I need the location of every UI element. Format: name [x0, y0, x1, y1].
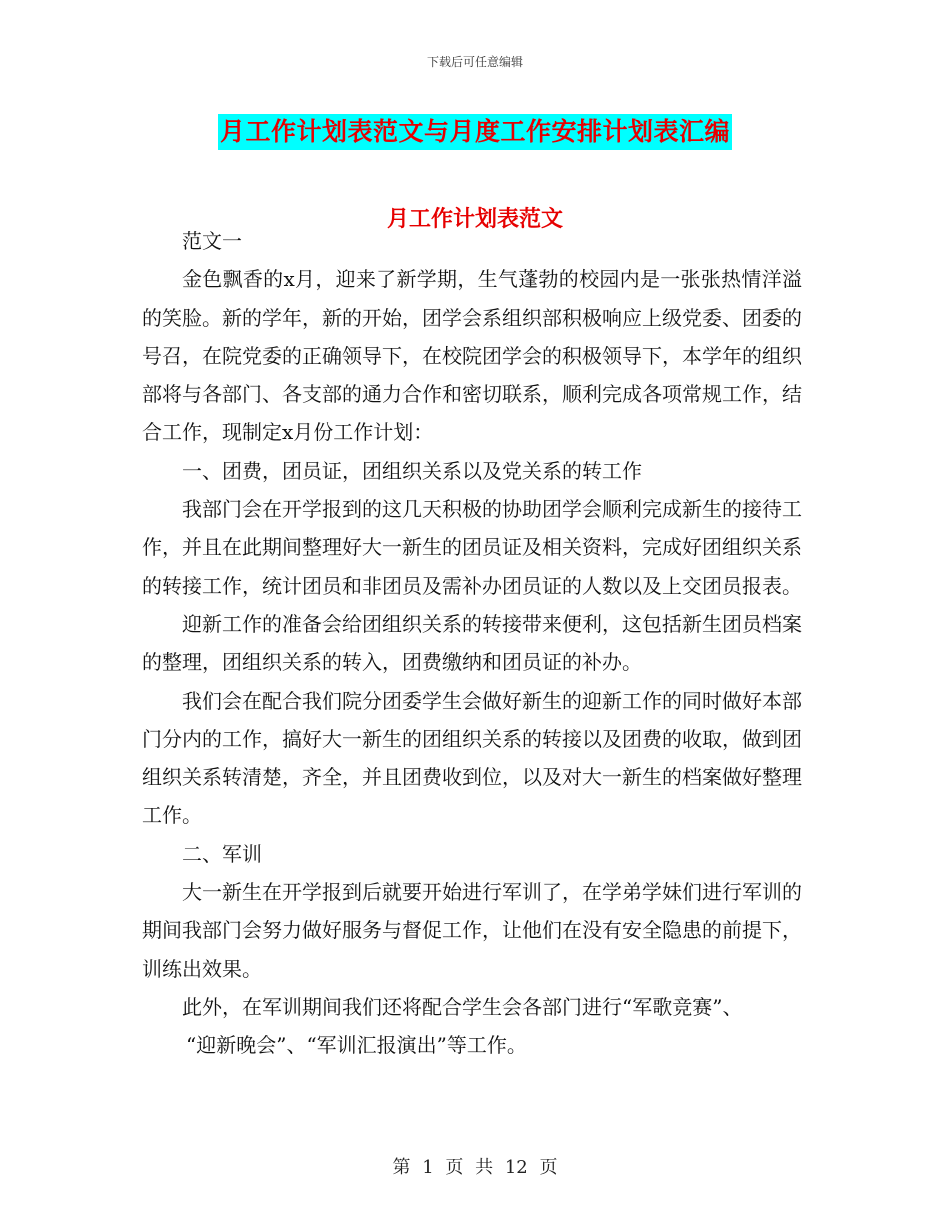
paragraph-sample-label: 范文一 — [182, 229, 242, 253]
document-body — [142, 222, 802, 1065]
section-title: 月工作计划表范文 — [386, 207, 563, 232]
page-footer: 第 1 页 共 12 页 — [392, 1157, 558, 1178]
paragraph-intro: 金色飘香的x月，迎来了新学期，生气蓬勃的校园内是一张张热情洋溢的笑脸。新的学年，新的开始，团学会系组织部积极响应上级党委、团委的号召，在院党委的正确领导下，在校院团学会的积极领导下，本学年的组织部将与各部门、各支部的通力合作和密切联系，顺利完成各项常规工作，结合工作，现制定x月份工作计划： — [142, 267, 802, 445]
paragraph-training-events-cont: “迎新晚会”、“军训汇报演出”等工作。 — [186, 1033, 527, 1058]
document-title — [0, 112, 950, 148]
header-note: 下载后可任意编辑 — [426, 55, 523, 69]
paragraph-training-events: 此外，在军训期间我们还将配合学生会各部门进行“军歌竞赛”、 — [182, 994, 743, 1019]
paragraph-preparation: 迎新工作的准备会给团组织关系的转接带来便利，这包括新生团员档案的整理，团组织关系的转入，团费缴纳和团员证的补办。 — [142, 611, 802, 675]
document-title-text: 月工作计划表范文与月度工作安排计划表汇编 — [218, 114, 732, 150]
paragraph-cooperation: 我们会在配合我们院分团委学生会做好新生的迎新工作的同时做好本部门分内的工作，搞好大一新生的团组织关系的转接以及团费的收取，做到团组织关系转清楚，齐全，并且团费收到位，以及对大一新生的档案做好整理工作。 — [142, 688, 802, 828]
heading-league-fee: 一、团费，团员证，团组织关系以及党关系的转工作 — [182, 458, 642, 483]
paragraph-reception: 我部门会在开学报到的这几天积极的协助团学会顺利完成新生的接待工作，并且在此期间整理好大一新生的团员证及相关资料，完成好团组织关系的转接工作，统计团员和非团员及需补办团员证的人数以及上交团员报表。 — [142, 497, 802, 598]
paragraph-training-service: 大一新生在开学报到后就要开始进行军训了，在学弟学妹们进行军训的期间我部门会努力做好服务与督促工作，让他们在没有安全隐患的前提下，训练出效果。 — [142, 880, 802, 981]
heading-military-training: 二、军训 — [182, 841, 262, 866]
